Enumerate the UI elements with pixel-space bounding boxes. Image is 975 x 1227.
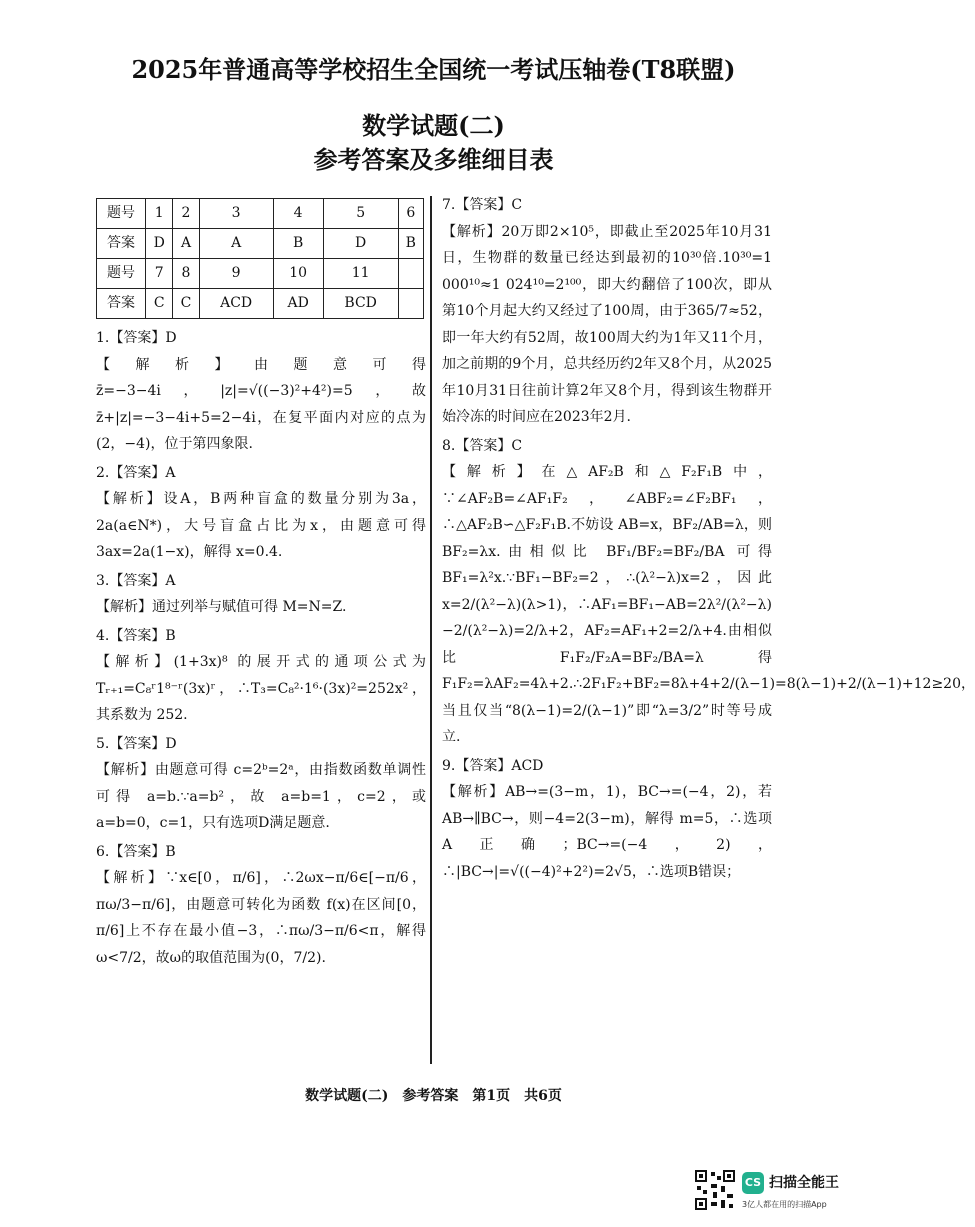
table-cell (398, 289, 423, 319)
answer-item-9 (442, 753, 772, 886)
table-cell: 1 (146, 199, 173, 229)
answer-heading: 4.【答案】B (96, 627, 176, 644)
table-row (97, 289, 424, 319)
table-cell: ACD (199, 289, 273, 319)
table-row (97, 229, 424, 259)
table-cell: C (173, 289, 199, 319)
table-cell: 10 (273, 259, 323, 289)
answer-item-6 (96, 839, 426, 972)
table-cell: 5 (323, 199, 398, 229)
table-cell: AD (273, 289, 323, 319)
answer-heading: 5.【答案】D (96, 735, 177, 752)
scanner-logo-icon: CS (742, 1172, 764, 1194)
table-cell: 7 (146, 259, 173, 289)
left-column (96, 198, 426, 971)
table-cell: 8 (173, 259, 199, 289)
page-footer: 数学试题(二) 参考答案 第1页 共6页 (305, 1088, 562, 1104)
answer-item-4 (96, 623, 426, 729)
answer-heading: 9.【答案】ACD (442, 757, 544, 774)
table-cell: 4 (273, 199, 323, 229)
answer-table (96, 198, 424, 319)
answer-heading: 7.【答案】C (442, 197, 523, 213)
table-cell: D (323, 229, 398, 259)
solution-text: 【解析】设A，B两种盲盒的数量分别为3a，2a(a∈N*)，大号盲盒占比为x，由题意可得 3ax=2a(1−x)，解得 x=0.4. (96, 491, 426, 560)
table-cell: 3 (199, 199, 273, 229)
subject-title: 数学试题(二) (362, 111, 505, 140)
table-cell: C (146, 289, 173, 319)
section-title: 参考答案及多维细目表 (313, 145, 554, 174)
answer-item-3 (96, 568, 426, 621)
answer-item-5 (96, 731, 426, 837)
table-cell: B (398, 229, 423, 259)
answer-heading: 6.【答案】B (96, 843, 176, 860)
table-cell: 答案 (97, 289, 146, 319)
solution-text: 【解析】由题意可得 z̄=−3−4i，|z|=√((−3)²+4²)=5，故 z̄+|z|=−3−4i+5=2−4i，在复平面内对应的点为(2，−4)，位于第四象限. (96, 356, 426, 452)
qr-code-icon (695, 1170, 735, 1210)
table-row (97, 199, 424, 229)
table-cell: 6 (398, 199, 423, 229)
table-cell: BCD (323, 289, 398, 319)
solution-text: 【解析】∵x∈[0，π/6]，∴2ωx−π/6∈[−π/6，πω/3−π/6]，由题意可转化为函数 f(x)在区间[0，π/6]上不存在最小值−3，∴πω/3−π/6<π，解得 ω<7/2，故ω的取值范围为(0，7/2). (96, 870, 426, 966)
table-cell: 答案 (97, 229, 146, 259)
table-cell: 题号 (97, 259, 146, 289)
document-title: 2025年普通高等学校招生全国统一考试压轴卷(T8联盟) (131, 55, 736, 84)
right-column (442, 190, 975, 885)
column-divider (430, 196, 432, 1064)
answer-item-2 (96, 460, 426, 566)
table-cell: 题号 (97, 199, 146, 229)
table-cell: A (199, 229, 273, 259)
table-cell: 11 (323, 259, 398, 289)
answer-item-8 (442, 433, 975, 751)
answer-item-1 (96, 325, 426, 458)
table-cell: 2 (173, 199, 199, 229)
answer-heading: 3.【答案】A (96, 572, 176, 589)
answer-heading: 8.【答案】C (442, 437, 523, 454)
table-cell: A (173, 229, 199, 259)
answer-heading: 1.【答案】D (96, 330, 177, 346)
solution-text: 【解析】(1+3x)⁸ 的展开式的通项公式为 Tᵣ₊₁=C₈ʳ1⁸⁻ʳ(3x)ʳ，∴T₃=C₈²·1⁶·(3x)²=252x²，其系数为 252. (96, 654, 426, 723)
table-cell: D (146, 229, 173, 259)
solution-text: 【解析】20万即2×10⁵，即截止至2025年10月31日，生物群的数量已经达到最初的10³⁰倍.10³⁰=1 000¹⁰≈1 024¹⁰=2¹⁰⁰，即大约翻倍了100次，即从第10个月起大约又经过了100周，由于365/7≈52，即一年大约有52周，故100周大约为1年又11个月，加之前期的9个月，总共经历约2年又8个月，从2025年10月31日往前计算2年又8个月，得到该生物群开始冷冻的时间应在2023年2月. (442, 223, 772, 425)
table-cell: 9 (199, 259, 273, 289)
solution-text: 【解析】在△AF₂B和△F₂F₁B中，∵∠AF₂B=∠AF₁F₂，∠ABF₂=∠F₂BF₁，∴△AF₂B∽△F₂F₁B.不妨设 AB=x，BF₂/AB=λ，则 BF₂=λx.由相似比 BF₁/BF₂=BF₂/BA 可得 BF₁=λ²x.∵BF₁−BF₂=2，∴(λ²−λ)x=2，因此 x=2/(λ²−λ)(λ>1)，∴AF₁=BF₁−AB=2λ²/(λ²−λ)−2/(λ²−λ)=2/λ+2，AF₂=AF₁+2=2/λ+4.由相似比 F₁F₂/F₂A=BF₂/BA=λ 得 F₁F₂=λAF₂=4λ+2.∴2F₁F₂+BF₂=8λ+4+2/(λ−1)=8(λ−1)+2/(λ−1)+12≥20，当且仅当“8(λ−1)=2/(λ−1)”即“λ=3/2”时等号成立. (442, 464, 975, 745)
solution-text: 【解析】通过列举与赋值可得 M=N=Z. (96, 599, 347, 615)
scanner-brand: 扫描全能王 (769, 1175, 839, 1191)
table-cell (398, 259, 423, 289)
answer-item-7 (442, 192, 772, 431)
answer-heading: 2.【答案】A (96, 464, 176, 481)
scanner-tagline: 3亿人都在用的扫描App (742, 1200, 827, 1209)
solution-text: 【解析】AB→=(3−m，1)，BC→=(−4，2)，若 AB→∥BC→，则−4=2(3−m)，解得 m=5，∴选项A正确；BC→=(−4，2)，∴|BC→|=√((−4)²+2²)=2√5，∴选项B错误； (442, 784, 772, 880)
solution-text: 【解析】由题意可得 c=2ᵇ=2ᵃ，由指数函数单调性可得 a=b.∵a=b²，故 a=b=1，c=2，或 a=b=0，c=1，只有选项D满足题意. (96, 762, 426, 831)
table-cell: B (273, 229, 323, 259)
table-row (97, 259, 424, 289)
